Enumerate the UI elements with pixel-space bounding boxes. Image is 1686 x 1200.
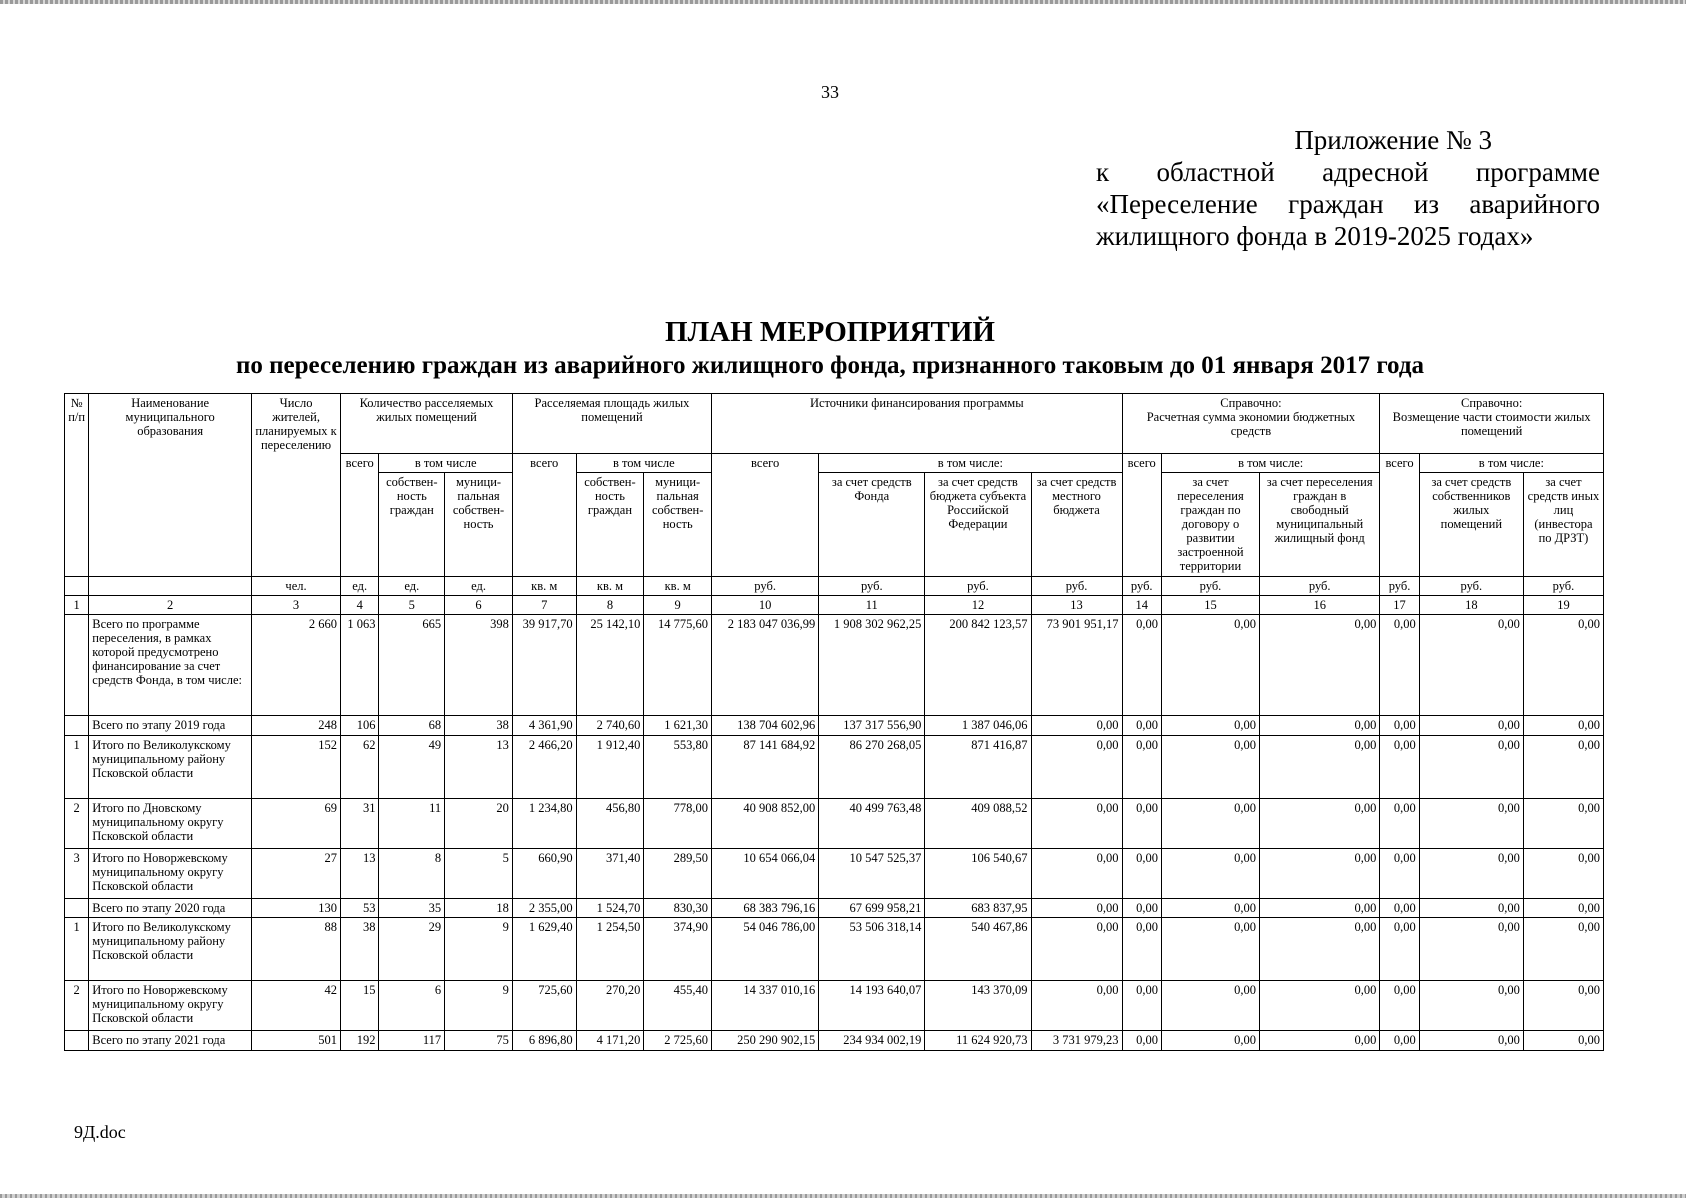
row-number: 2 [65,981,89,1031]
header-economy-text: Расчетная сумма экономии бюджетных средств [1146,410,1356,438]
row-value: 250 290 902,15 [712,1031,819,1051]
row-value: 9 [445,981,513,1031]
row-value: 0,00 [1161,1031,1259,1051]
row-value: 68 383 796,16 [712,899,819,918]
table-row [65,736,1604,799]
table-row [65,1031,1604,1051]
row-value: 0,00 [1122,849,1161,899]
header-fin-region: за счет средств бюджета субъекта Российской Федерации [925,473,1031,577]
row-value: 0,00 [1380,899,1419,918]
row-value: 0,00 [1161,899,1259,918]
row-value: 683 837,95 [925,899,1031,918]
col-number: 18 [1419,596,1523,615]
row-value: 0,00 [1031,899,1122,918]
col-number: 5 [379,596,445,615]
row-value: 67 699 958,21 [819,899,925,918]
row-value: 0,00 [1260,716,1380,736]
row-value: 38 [341,918,379,981]
unit-cell: руб. [1122,577,1161,596]
header-rooms-municipal: муници-пальная собствен-ность [445,473,513,577]
appendix-line: «Переселение граждан из аварийного [1096,189,1600,219]
scan-edge-bottom [0,1194,1686,1198]
row-value: 87 141 684,92 [712,736,819,799]
row-value: 86 270 268,05 [819,736,925,799]
row-value: 398 [445,615,513,716]
header-economy-prefix: Справочно: [1220,396,1282,410]
unit-cell: кв. м [644,577,712,596]
appendix-line: жилищного фонда в 2019-2025 годах» [1096,221,1534,251]
row-value: 0,00 [1161,736,1259,799]
row-value: 0,00 [1419,716,1523,736]
col-number: 11 [819,596,925,615]
row-name: Итого по Великолукскому муниципальному району Псковской области [89,736,252,799]
row-value: 0,00 [1031,716,1122,736]
row-value: 18 [445,899,513,918]
row-value: 13 [341,849,379,899]
row-value: 117 [379,1031,445,1051]
row-value: 0,00 [1523,736,1603,799]
row-value: 248 [252,716,341,736]
row-value: 15 [341,981,379,1031]
row-value: 455,40 [644,981,712,1031]
row-value: 0,00 [1260,1031,1380,1051]
row-value: 0,00 [1380,1031,1419,1051]
row-value: 10 654 066,04 [712,849,819,899]
row-number [65,716,89,736]
row-value: 0,00 [1523,899,1603,918]
row-value: 0,00 [1260,918,1380,981]
col-number: 6 [445,596,513,615]
header-area-incl: в том числе [576,454,711,473]
row-value: 1 063 [341,615,379,716]
row-value: 871 416,87 [925,736,1031,799]
unit-cell: чел. [252,577,341,596]
row-value: 371,40 [576,849,644,899]
table-row [65,918,1604,981]
header-rooms-private: собствен-ность граждан [379,473,445,577]
row-value: 68 [379,716,445,736]
row-value: 0,00 [1122,918,1161,981]
row-value: 40 499 763,48 [819,799,925,849]
row-value: 2 660 [252,615,341,716]
header-comp-owners: за счет средств собственников жилых помещений [1419,473,1523,577]
row-number: 1 [65,736,89,799]
plan-title: ПЛАН МЕРОПРИЯТИЙ [665,316,995,348]
header-fin-incl: в том числе: [819,454,1122,473]
header-rooms-total: всего [341,454,379,577]
row-value: 0,00 [1260,736,1380,799]
row-value: 106 [341,716,379,736]
unit-cell: ед. [445,577,513,596]
header-fin-total: всего [712,454,819,577]
header-econ-development: за счет переселения граждан по договору о развитии застроенной территории [1161,473,1259,577]
row-value: 665 [379,615,445,716]
row-value: 4 361,90 [512,716,576,736]
header-econ-total: всего [1122,454,1161,577]
row-value: 49 [379,736,445,799]
row-value: 409 088,52 [925,799,1031,849]
header-comp-investor: за счет средств иных лиц (инвестора по ДРЗТ) [1523,473,1603,577]
row-number: 1 [65,918,89,981]
row-value: 0,00 [1380,918,1419,981]
appendix-line: к областной адресной программе [1096,157,1600,187]
row-value: 0,00 [1380,981,1419,1031]
row-name: Всего по этапу 2021 года [89,1031,252,1051]
col-number: 4 [341,596,379,615]
row-value: 0,00 [1122,1031,1161,1051]
header-financing: Источники финансирования программы [712,394,1122,454]
row-value: 40 908 852,00 [712,799,819,849]
row-value: 0,00 [1523,716,1603,736]
unit-cell: руб. [819,577,925,596]
unit-cell: руб. [1161,577,1259,596]
row-value: 27 [252,849,341,899]
row-value: 234 934 002,19 [819,1031,925,1051]
row-value: 14 337 010,16 [712,981,819,1031]
row-name: Всего по этапу 2019 года [89,716,252,736]
row-value: 0,00 [1122,899,1161,918]
row-value: 0,00 [1523,1031,1603,1051]
row-value: 2 740,60 [576,716,644,736]
row-value: 73 901 951,17 [1031,615,1122,716]
row-value: 14 193 640,07 [819,981,925,1031]
row-value: 75 [445,1031,513,1051]
row-value: 0,00 [1380,615,1419,716]
row-value: 192 [341,1031,379,1051]
row-value: 0,00 [1419,899,1523,918]
row-value: 0,00 [1122,716,1161,736]
unit-cell: руб. [1380,577,1419,596]
row-value: 53 506 318,14 [819,918,925,981]
row-value: 0,00 [1161,981,1259,1031]
row-value: 31 [341,799,379,849]
unit-cell: ед. [379,577,445,596]
column-number-row [65,596,1604,615]
row-value: 1 912,40 [576,736,644,799]
col-number: 14 [1122,596,1161,615]
row-value: 660,90 [512,849,576,899]
row-value: 2 183 047 036,99 [712,615,819,716]
col-number: 7 [512,596,576,615]
unit-cell: ед. [341,577,379,596]
row-value: 0,00 [1031,849,1122,899]
row-number [65,899,89,918]
scan-edge-top [0,0,1686,4]
row-value: 0,00 [1260,849,1380,899]
row-value: 39 917,70 [512,615,576,716]
col-number: 10 [712,596,819,615]
unit-cell: кв. м [512,577,576,596]
table-row [65,799,1604,849]
unit-cell: кв. м [576,577,644,596]
row-value: 0,00 [1031,918,1122,981]
row-value: 374,90 [644,918,712,981]
header-comp-incl: в том числе: [1419,454,1603,473]
col-number: 15 [1161,596,1259,615]
row-value: 3 731 979,23 [1031,1031,1122,1051]
row-value: 0,00 [1380,716,1419,736]
row-value: 1 621,30 [644,716,712,736]
row-value: 88 [252,918,341,981]
row-value: 42 [252,981,341,1031]
row-value: 0,00 [1031,736,1122,799]
row-value: 830,30 [644,899,712,918]
row-value: 130 [252,899,341,918]
header-area-private: собствен-ность граждан [576,473,644,577]
row-value: 0,00 [1122,615,1161,716]
col-number: 19 [1523,596,1603,615]
col-number: 16 [1260,596,1380,615]
row-value: 69 [252,799,341,849]
row-number [65,615,89,716]
row-value: 0,00 [1419,1031,1523,1051]
row-value: 10 547 525,37 [819,849,925,899]
col-number: 13 [1031,596,1122,615]
row-value: 1 524,70 [576,899,644,918]
row-value: 0,00 [1523,849,1603,899]
row-value: 9 [445,918,513,981]
row-value: 0,00 [1419,736,1523,799]
row-value: 0,00 [1161,849,1259,899]
row-value: 0,00 [1161,615,1259,716]
row-value: 13 [445,736,513,799]
unit-cell: руб. [1260,577,1380,596]
row-value: 1 234,80 [512,799,576,849]
units-row [65,577,1604,596]
plan-subtitle: по переселению граждан из аварийного жилищного фонда, признанного таковым до 01 января 2017 года [236,352,1424,379]
row-value: 143 370,09 [925,981,1031,1031]
table-row [65,716,1604,736]
row-value: 2 355,00 [512,899,576,918]
header-area-municipal: муници-пальная собствен-ность [644,473,712,577]
header-rooms-incl: в том числе [379,454,512,473]
header-economy [1122,394,1380,454]
row-value: 2 725,60 [644,1031,712,1051]
col-number: 3 [252,596,341,615]
row-value: 725,60 [512,981,576,1031]
row-value: 0,00 [1260,799,1380,849]
row-name: Итого по Новоржевскому муниципальному округу Псковской области [89,981,252,1031]
row-value: 0,00 [1523,981,1603,1031]
header-compensation-text: Возмещение части стоимости жилых помещений [1392,410,1591,438]
header-econ-free-fund: за счет переселения граждан в свободный муниципальный жилищный фонд [1260,473,1380,577]
row-value: 289,50 [644,849,712,899]
row-value: 0,00 [1031,981,1122,1031]
appendix-title: Приложение № 3 [1294,125,1492,155]
row-value: 20 [445,799,513,849]
table-row [65,981,1604,1031]
row-value: 6 896,80 [512,1031,576,1051]
row-value: 778,00 [644,799,712,849]
row-value: 0,00 [1419,918,1523,981]
row-value: 62 [341,736,379,799]
row-value: 2 466,20 [512,736,576,799]
table-row [65,849,1604,899]
appendix-block [1096,124,1600,252]
col-number: 17 [1380,596,1419,615]
row-name: Итого по Дновскому муниципальному округу Псковской области [89,799,252,849]
row-value: 138 704 602,96 [712,716,819,736]
unit-cell: руб. [925,577,1031,596]
header-compensation [1380,394,1604,454]
page-number: 33 [821,82,839,102]
row-value: 54 046 786,00 [712,918,819,981]
col-number: 9 [644,596,712,615]
row-value: 11 [379,799,445,849]
row-value: 137 317 556,90 [819,716,925,736]
row-value: 200 842 123,57 [925,615,1031,716]
row-value: 0,00 [1122,799,1161,849]
row-value: 152 [252,736,341,799]
row-number [65,1031,89,1051]
row-value: 0,00 [1523,799,1603,849]
header-fin-local: за счет средств местного бюджета [1031,473,1122,577]
row-value: 0,00 [1122,736,1161,799]
row-name: Всего по программе переселения, в рамках которой предусмотрено финансирование за счет средств Фонда, в том числе: [89,615,252,716]
table-body [65,615,1604,1051]
header-area: Расселяемая площадь жилых помещений [512,394,711,454]
header-fin-fund: за счет средств Фонда [819,473,925,577]
row-value: 0,00 [1419,615,1523,716]
col-number: 1 [65,596,89,615]
row-value: 1 254,50 [576,918,644,981]
row-value: 0,00 [1419,981,1523,1031]
row-value: 0,00 [1260,899,1380,918]
row-value: 0,00 [1161,918,1259,981]
row-value: 29 [379,918,445,981]
unit-cell: руб. [1419,577,1523,596]
header-qty-rooms: Количество расселяемых жилых помещений [341,394,513,454]
header-residents: Число жителей, планируемых к переселению [252,394,341,577]
row-value: 0,00 [1419,849,1523,899]
row-value: 456,80 [576,799,644,849]
row-value: 0,00 [1161,799,1259,849]
row-value: 38 [445,716,513,736]
footer-filename: 9Д.doc [74,1122,126,1142]
header-compensation-prefix: Справочно: [1461,396,1523,410]
row-value: 0,00 [1122,981,1161,1031]
row-value: 0,00 [1260,981,1380,1031]
unit-cell: руб. [1523,577,1603,596]
row-value: 35 [379,899,445,918]
row-value: 1 908 302 962,25 [819,615,925,716]
row-number: 3 [65,849,89,899]
row-value: 0,00 [1523,615,1603,716]
unit-cell: руб. [1031,577,1122,596]
row-value: 0,00 [1380,799,1419,849]
row-value: 553,80 [644,736,712,799]
col-number: 12 [925,596,1031,615]
col-number: 8 [576,596,644,615]
header-area-total: всего [512,454,576,577]
row-value: 270,20 [576,981,644,1031]
header-num: № п/п [65,394,89,577]
row-name: Итого по Великолукскому муниципальному району Псковской области [89,918,252,981]
row-value: 14 775,60 [644,615,712,716]
row-value: 53 [341,899,379,918]
col-number: 2 [89,596,252,615]
header-name: Наименование муниципального образования [89,394,252,577]
row-value: 106 540,67 [925,849,1031,899]
row-number: 2 [65,799,89,849]
row-value: 4 171,20 [576,1031,644,1051]
table-row [65,615,1604,716]
row-value: 0,00 [1380,736,1419,799]
row-value: 501 [252,1031,341,1051]
row-value: 0,00 [1380,849,1419,899]
table-row [65,899,1604,918]
header-comp-total: всего [1380,454,1419,577]
plan-table [64,393,1604,1051]
row-value: 8 [379,849,445,899]
row-value: 25 142,10 [576,615,644,716]
unit-cell: руб. [712,577,819,596]
row-value: 0,00 [1260,615,1380,716]
row-value: 0,00 [1031,799,1122,849]
row-name: Итого по Новоржевскому муниципальному округу Псковской области [89,849,252,899]
row-value: 540 467,86 [925,918,1031,981]
row-value: 6 [379,981,445,1031]
row-value: 0,00 [1161,716,1259,736]
row-value: 11 624 920,73 [925,1031,1031,1051]
row-value: 5 [445,849,513,899]
row-name: Всего по этапу 2020 года [89,899,252,918]
row-value: 1 629,40 [512,918,576,981]
row-value: 0,00 [1523,918,1603,981]
row-value: 1 387 046,06 [925,716,1031,736]
header-econ-incl: в том числе: [1161,454,1379,473]
row-value: 0,00 [1419,799,1523,849]
